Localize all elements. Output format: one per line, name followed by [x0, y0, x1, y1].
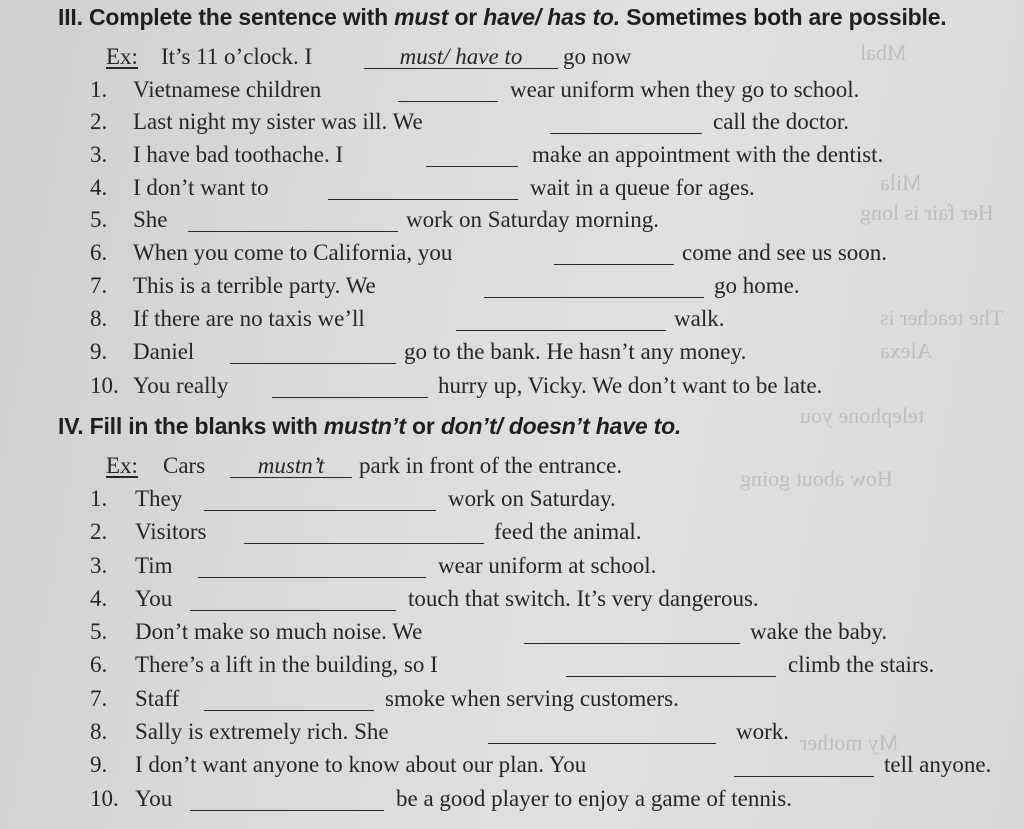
exercise-4-item-5: [90, 617, 990, 647]
item-number: 10.: [90, 786, 119, 811]
answer-blank[interactable]: [188, 205, 398, 232]
title-keyword-mustnt: mustn’t: [323, 413, 406, 439]
item-number: 8.: [90, 719, 108, 744]
item-continuation: be a good player to enjoy a game of tennis.: [396, 786, 792, 811]
item-prompt: Visitors: [135, 519, 207, 544]
exercise-3-item-1: [90, 75, 990, 105]
exercise-4-item-2: [90, 517, 990, 547]
answer-blank[interactable]: [566, 650, 776, 677]
answer-blank[interactable]: [426, 140, 518, 167]
item-prompt: Don’t make so much noise. We: [135, 619, 423, 644]
item-prompt: Daniel: [133, 339, 195, 364]
item-number: 8.: [90, 306, 108, 331]
exercise-4-item-4: [90, 584, 990, 614]
section-4-example: [106, 451, 806, 481]
item-number: 7.: [90, 273, 108, 298]
item-number: 5.: [90, 207, 108, 232]
item-continuation: wait in a queue for ages.: [530, 175, 755, 200]
show-through-text: Alexa: [880, 338, 933, 363]
item-prompt: Last night my sister was ill. We: [133, 109, 423, 134]
answer-blank[interactable]: [244, 517, 484, 544]
answer-blank[interactable]: [328, 173, 518, 200]
exercise-3-item-5: [90, 205, 990, 235]
item-number: 4.: [90, 175, 108, 200]
section-3-title: [58, 4, 947, 31]
example-prompt: It’s 11 o’clock. I: [161, 44, 313, 69]
item-prompt: Vietnamese children: [133, 77, 322, 102]
item-number: 3.: [90, 553, 108, 578]
item-continuation: go home.: [714, 273, 800, 298]
item-continuation: wake the baby.: [750, 619, 888, 644]
item-prompt: When you come to California, you: [133, 240, 453, 265]
section-3-example: [106, 42, 706, 72]
example-label: Ex:: [106, 44, 138, 69]
exercise-3-item-7: [90, 271, 990, 301]
item-prompt: You really: [133, 373, 229, 398]
item-number: 6.: [90, 652, 108, 677]
section-4-title: [58, 413, 681, 440]
exercise-4-item-8: [90, 717, 990, 747]
item-continuation: work on Saturday.: [448, 486, 616, 511]
answer-blank[interactable]: [734, 750, 874, 777]
title-text: III. Complete the sentence with: [58, 4, 395, 30]
item-continuation: hurry up, Vicky. We don’t want to be late.: [438, 373, 823, 398]
item-continuation: work on Saturday morning.: [406, 207, 659, 232]
item-prompt: You: [135, 586, 173, 611]
show-through-text: Mbal: [860, 40, 907, 65]
answer-blank[interactable]: [398, 75, 498, 102]
example-answer: mustn’t: [257, 453, 325, 478]
item-continuation: feed the animal.: [494, 519, 642, 544]
answer-blank[interactable]: [204, 484, 436, 511]
item-prompt: They: [135, 486, 183, 511]
show-through-text: My mother: [800, 730, 899, 755]
example-blank: [230, 451, 352, 478]
item-continuation: go to the bank. He hasn’t any money.: [404, 339, 747, 364]
item-number: 3.: [90, 142, 108, 167]
item-prompt: I don’t want anyone to know about our plan. You: [135, 752, 587, 777]
item-number: 10.: [90, 373, 119, 398]
exercise-3-item-3: [90, 140, 1000, 170]
example-blank: [364, 42, 558, 69]
item-prompt: There’s a lift in the building, so I: [135, 652, 438, 677]
answer-blank[interactable]: [488, 717, 716, 744]
title-keyword-must: must: [394, 4, 449, 30]
item-continuation: touch that switch. It’s very dangerous.: [408, 586, 759, 611]
item-continuation: walk.: [674, 306, 725, 331]
item-continuation: work.: [736, 719, 790, 744]
exercise-4-item-1: [90, 484, 990, 514]
answer-blank[interactable]: [198, 551, 426, 578]
exercise-3-item-8: [90, 304, 990, 334]
answer-blank[interactable]: [230, 337, 396, 364]
exercise-4-item-7: [90, 684, 990, 714]
item-number: 2.: [90, 109, 108, 134]
exercise-4-item-3: [90, 551, 990, 581]
title-keyword-dont-have-to: don’t/ doesn’t have to.: [440, 413, 682, 439]
title-text: IV. Fill in the blanks with: [58, 413, 324, 439]
answer-blank[interactable]: [550, 107, 702, 134]
exercise-3-item-9: [90, 337, 990, 367]
item-number: 5.: [90, 619, 108, 644]
answer-blank[interactable]: [190, 584, 396, 611]
exercise-3-item-4: [90, 173, 990, 203]
answer-blank[interactable]: [484, 271, 704, 298]
title-keyword-have-to: have/ has to.: [483, 4, 620, 30]
show-through-text: The teacher is: [880, 305, 1004, 330]
item-prompt: You: [135, 786, 173, 811]
show-through-text: Her fair is long: [860, 200, 994, 225]
show-through-text: telephone you: [800, 403, 925, 428]
item-number: 6.: [90, 240, 108, 265]
show-through-text: Mila: [880, 170, 922, 195]
show-through-text: How about going: [740, 466, 893, 491]
exercise-3-item-2: [90, 107, 990, 137]
title-text: Sometimes both are possible.: [619, 4, 947, 30]
item-continuation: call the doctor.: [713, 109, 850, 134]
item-prompt: If there are no taxis we’ll: [133, 306, 365, 331]
item-continuation: wear uniform when they go to school.: [510, 77, 860, 102]
item-prompt: She: [133, 207, 168, 232]
item-continuation: smoke when serving customers.: [385, 686, 679, 711]
item-prompt: I don’t want to: [133, 175, 269, 200]
exercise-3-item-10: [90, 371, 990, 401]
item-number: 4.: [90, 586, 108, 611]
example-continuation: park in front of the entrance.: [359, 453, 623, 478]
item-continuation: climb the stairs.: [788, 652, 935, 677]
answer-blank[interactable]: [554, 238, 674, 265]
example-answer: must/ have to: [399, 44, 523, 69]
item-number: 7.: [90, 686, 108, 711]
exercise-4-item-9: [90, 750, 1024, 780]
example-label: Ex:: [106, 453, 138, 478]
answer-blank[interactable]: [204, 684, 374, 711]
answer-blank[interactable]: [272, 371, 428, 398]
exercise-3-item-6: [90, 238, 990, 268]
answer-blank[interactable]: [524, 617, 740, 644]
item-continuation: tell anyone.: [884, 752, 992, 777]
title-text: or: [448, 4, 484, 30]
item-number: 1.: [90, 486, 108, 511]
item-continuation: make an appointment with the dentist.: [532, 142, 884, 167]
item-number: 1.: [90, 77, 108, 102]
item-prompt: Sally is extremely rich. She: [135, 719, 389, 744]
example-prompt: Cars: [163, 453, 206, 478]
item-prompt: Staff: [135, 686, 180, 711]
answer-blank[interactable]: [456, 304, 666, 331]
exercise-4-item-10: [90, 784, 990, 814]
answer-blank[interactable]: [190, 784, 384, 811]
item-number: 2.: [90, 519, 108, 544]
exercise-4-item-6: [90, 650, 1000, 680]
title-text: or: [405, 413, 441, 439]
item-continuation: wear uniform at school.: [438, 553, 657, 578]
item-continuation: come and see us soon.: [682, 240, 888, 265]
item-prompt: I have bad toothache. I: [133, 142, 344, 167]
example-continuation: go now: [563, 44, 632, 69]
item-number: 9.: [90, 339, 108, 364]
item-number: 9.: [90, 752, 108, 777]
item-prompt: This is a terrible party. We: [133, 273, 376, 298]
item-prompt: Tim: [135, 553, 173, 578]
